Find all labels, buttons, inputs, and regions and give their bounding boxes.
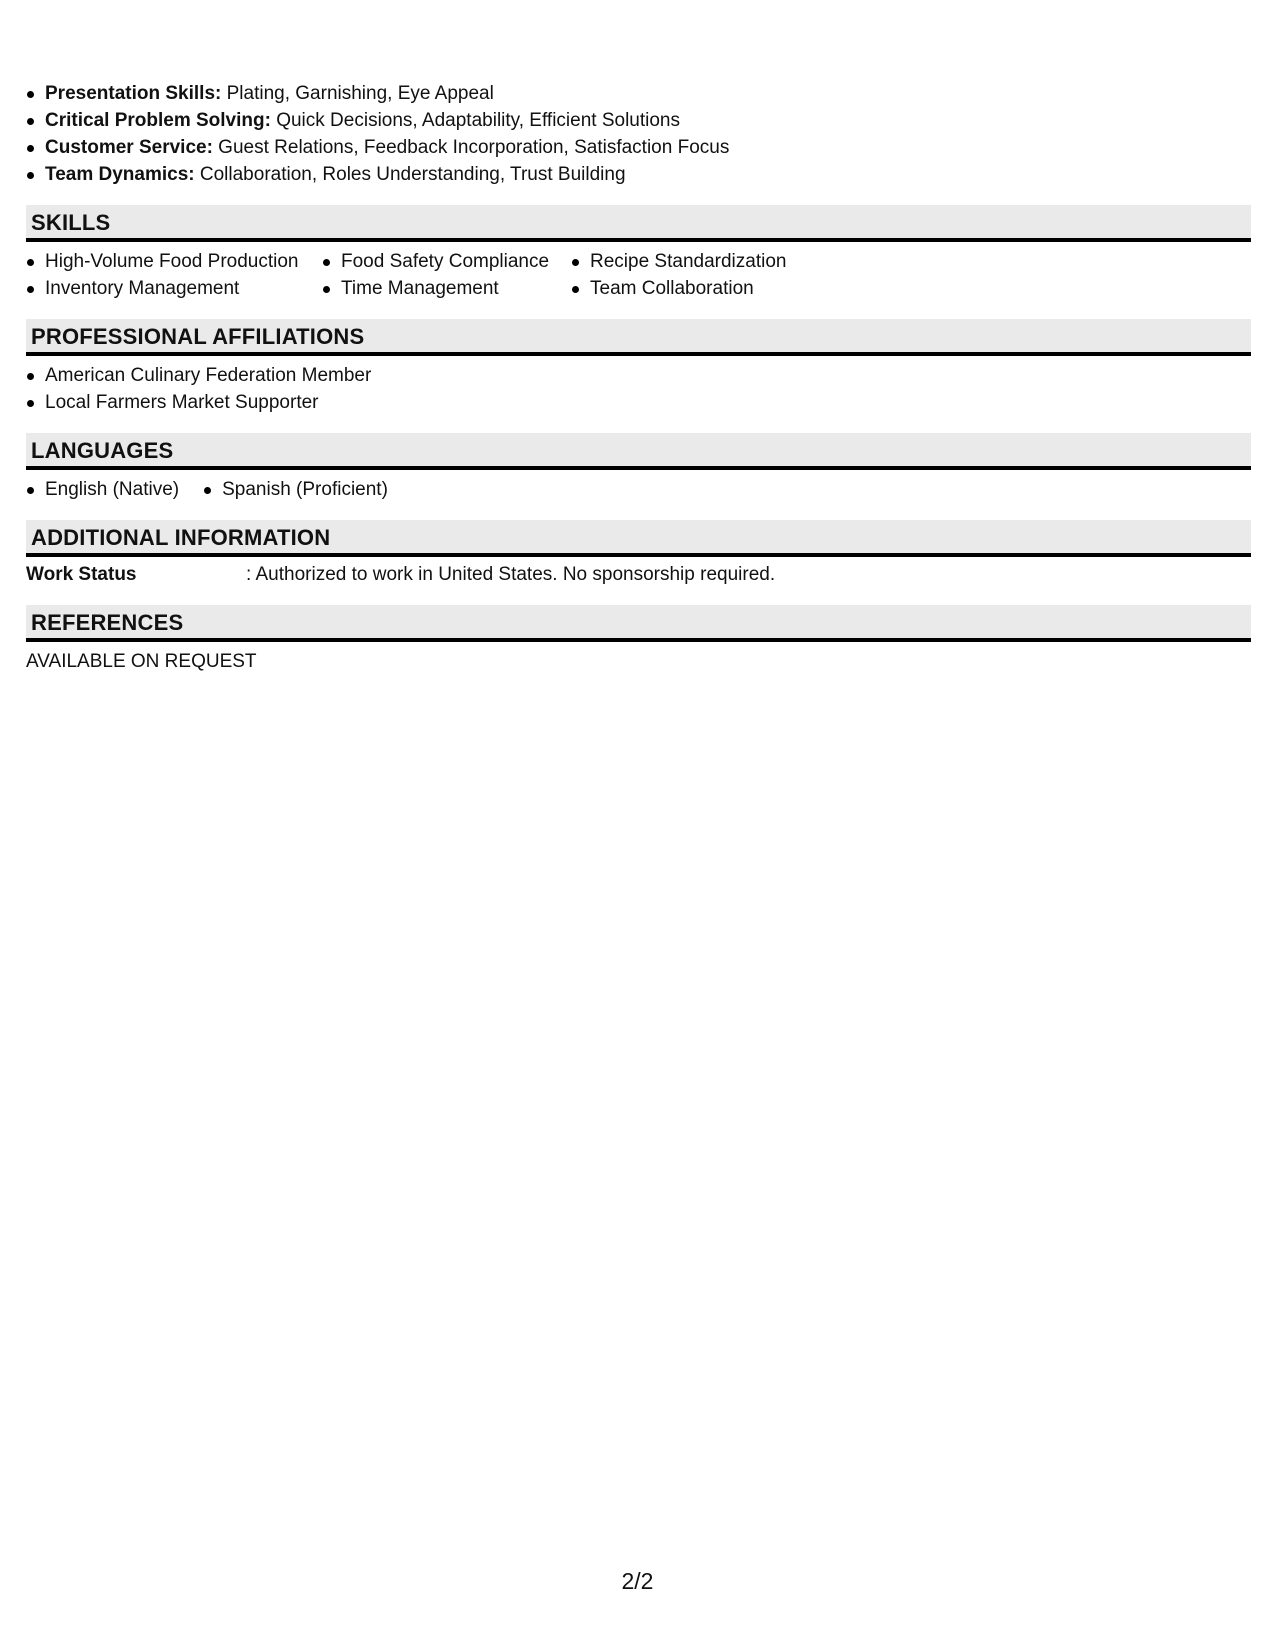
competency-detail: Quick Decisions, Adaptability, Efficient Solutions [270,110,680,131]
skills-list [26,248,1251,302]
competency-detail: Guest Relations, Feedback Incorporation, Satisfaction Focus [212,137,730,158]
competency-item [26,161,1251,188]
skills-section [26,205,1251,302]
language-item: English (Native) [26,476,179,503]
languages-list [26,476,1251,503]
languages-heading: LANGUAGES [26,433,1251,470]
competency-item [26,134,1251,161]
competency-term: Critical Problem Solving: [45,110,271,131]
additional-info-section [26,520,1251,588]
affiliations-list [26,362,1251,416]
affiliation-item: American Culinary Federation Member [26,362,1251,389]
competency-term: Presentation Skills: [45,83,222,104]
affiliations-heading: PROFESSIONAL AFFILIATIONS [26,319,1251,356]
competencies-list [26,80,1251,188]
resume-page-content [26,80,1251,676]
additional-info-heading: ADDITIONAL INFORMATION [26,520,1251,557]
competency-item [26,80,1251,107]
page-number: 2/2 [621,1568,654,1594]
languages-section [26,433,1251,503]
work-status-value: : Authorized to work in United States. No sponsorship required. [246,564,776,585]
references-heading: REFERENCES [26,605,1251,642]
competency-detail: Plating, Garnishing, Eye Appeal [221,83,494,104]
work-status-row [26,561,1251,588]
skill-item: Recipe Standardization [571,248,791,275]
competency-item [26,107,1251,134]
affiliations-section [26,319,1251,416]
work-status-label: Work Status [26,564,137,585]
affiliation-item: Local Farmers Market Supporter [26,389,1251,416]
competency-detail: Collaboration, Roles Understanding, Trust Building [194,164,626,185]
competency-term: Team Dynamics: [45,164,195,185]
skill-item: Food Safety Compliance [322,248,571,275]
skill-item: Time Management [322,275,571,302]
competency-term: Customer Service: [45,137,213,158]
language-item: Spanish (Proficient) [203,476,388,503]
references-section [26,605,1251,676]
skill-item: Team Collaboration [571,275,791,302]
references-text: AVAILABLE ON REQUEST [26,651,257,672]
skills-heading: SKILLS [26,205,1251,242]
skill-item: High-Volume Food Production [26,248,322,275]
skill-item: Inventory Management [26,275,322,302]
